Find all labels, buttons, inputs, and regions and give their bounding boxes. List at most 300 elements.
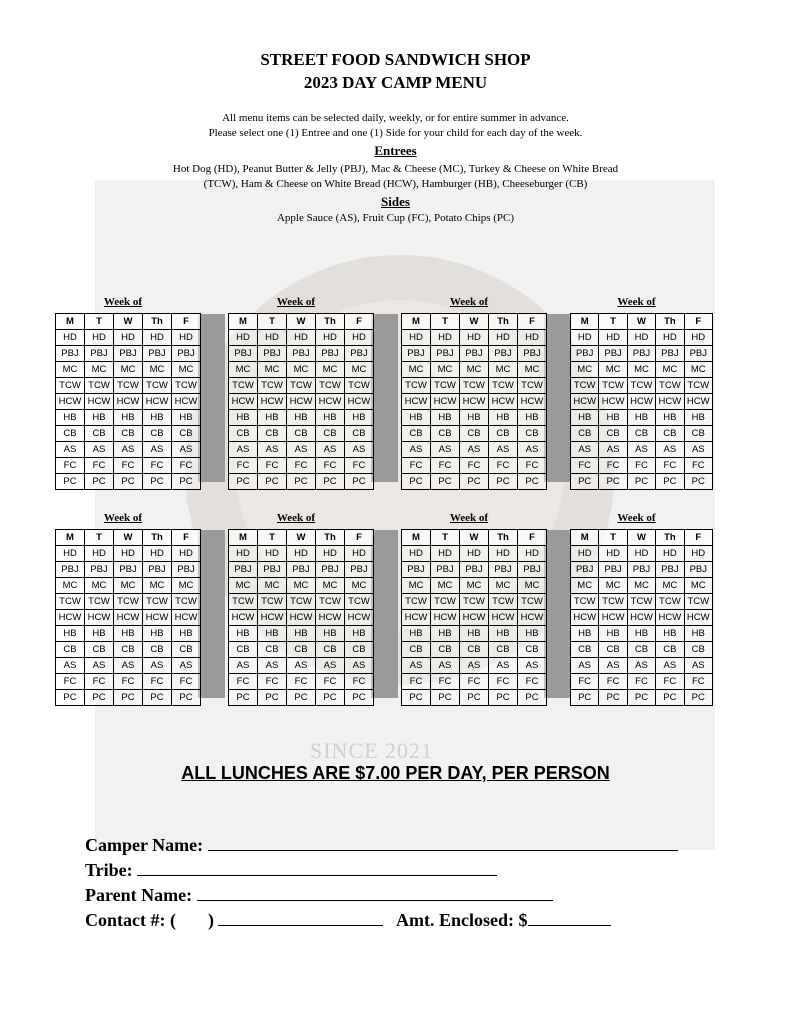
menu-choice-cell[interactable]: PC <box>431 474 460 490</box>
menu-choice-cell[interactable]: HB <box>345 410 374 426</box>
menu-choice-cell[interactable]: HCW <box>229 394 258 410</box>
menu-choice-cell[interactable]: CB <box>143 426 172 442</box>
menu-choice-cell[interactable]: TCW <box>258 594 287 610</box>
menu-choice-cell[interactable]: CB <box>599 426 627 442</box>
menu-choice-cell[interactable]: HCW <box>518 394 547 410</box>
menu-choice-cell[interactable]: AS <box>85 658 114 674</box>
menu-choice-cell[interactable]: HD <box>56 546 85 562</box>
menu-choice-cell[interactable]: MC <box>684 578 712 594</box>
menu-choice-cell[interactable]: HCW <box>627 610 655 626</box>
menu-choice-cell[interactable]: TCW <box>656 594 684 610</box>
menu-choice-cell[interactable]: CB <box>571 642 599 658</box>
menu-choice-cell[interactable]: HD <box>627 330 655 346</box>
menu-choice-cell[interactable]: HCW <box>114 610 143 626</box>
menu-choice-cell[interactable]: PBJ <box>56 346 85 362</box>
menu-choice-cell[interactable]: CB <box>402 642 431 658</box>
menu-choice-cell[interactable]: PC <box>85 690 114 706</box>
menu-choice-cell[interactable]: TCW <box>114 378 143 394</box>
menu-choice-cell[interactable]: CB <box>627 642 655 658</box>
menu-choice-cell[interactable]: TCW <box>460 378 489 394</box>
menu-choice-cell[interactable]: MC <box>402 362 431 378</box>
menu-choice-cell[interactable]: PBJ <box>316 562 345 578</box>
menu-choice-cell[interactable]: HB <box>684 626 712 642</box>
menu-choice-cell[interactable]: HCW <box>460 610 489 626</box>
menu-choice-cell[interactable]: CB <box>431 642 460 658</box>
menu-choice-cell[interactable]: FC <box>571 458 599 474</box>
menu-choice-cell[interactable]: HD <box>460 546 489 562</box>
menu-choice-cell[interactable]: AS <box>316 442 345 458</box>
menu-choice-cell[interactable]: TCW <box>627 378 655 394</box>
menu-choice-cell[interactable]: FC <box>431 674 460 690</box>
menu-choice-cell[interactable]: PBJ <box>460 346 489 362</box>
menu-choice-cell[interactable]: HB <box>85 410 114 426</box>
menu-choice-cell[interactable]: PBJ <box>431 562 460 578</box>
menu-choice-cell[interactable]: HD <box>656 330 684 346</box>
menu-choice-cell[interactable]: CB <box>172 642 201 658</box>
menu-choice-cell[interactable]: CB <box>684 426 712 442</box>
menu-choice-cell[interactable]: HB <box>143 410 172 426</box>
menu-choice-cell[interactable]: HCW <box>489 394 518 410</box>
menu-choice-cell[interactable]: FC <box>599 674 627 690</box>
menu-choice-cell[interactable]: MC <box>656 362 684 378</box>
menu-choice-cell[interactable]: PC <box>656 474 684 490</box>
menu-choice-cell[interactable]: HD <box>287 546 316 562</box>
menu-choice-cell[interactable]: HD <box>143 330 172 346</box>
menu-choice-cell[interactable]: AS <box>627 658 655 674</box>
menu-choice-cell[interactable]: HD <box>316 546 345 562</box>
menu-choice-cell[interactable]: CB <box>316 642 345 658</box>
menu-choice-cell[interactable]: PBJ <box>316 346 345 362</box>
menu-choice-cell[interactable]: HD <box>571 546 599 562</box>
menu-choice-cell[interactable]: MC <box>571 578 599 594</box>
menu-choice-cell[interactable]: HD <box>460 330 489 346</box>
menu-choice-cell[interactable]: MC <box>172 578 201 594</box>
menu-choice-cell[interactable]: PBJ <box>345 562 374 578</box>
menu-choice-cell[interactable]: MC <box>599 578 627 594</box>
menu-choice-cell[interactable]: HD <box>229 546 258 562</box>
menu-choice-cell[interactable]: AS <box>402 442 431 458</box>
menu-choice-cell[interactable]: TCW <box>489 378 518 394</box>
menu-choice-cell[interactable]: TCW <box>229 378 258 394</box>
menu-choice-cell[interactable]: PBJ <box>287 562 316 578</box>
menu-choice-cell[interactable]: FC <box>489 458 518 474</box>
menu-choice-cell[interactable]: HCW <box>571 610 599 626</box>
menu-choice-cell[interactable]: CB <box>287 426 316 442</box>
menu-choice-cell[interactable]: MC <box>489 362 518 378</box>
menu-choice-cell[interactable]: MC <box>56 362 85 378</box>
menu-choice-cell[interactable]: PC <box>114 474 143 490</box>
menu-choice-cell[interactable]: HD <box>402 330 431 346</box>
menu-choice-cell[interactable]: PC <box>599 690 627 706</box>
menu-choice-cell[interactable]: AS <box>56 442 85 458</box>
menu-choice-cell[interactable]: MC <box>402 578 431 594</box>
menu-choice-cell[interactable]: FC <box>229 458 258 474</box>
menu-choice-cell[interactable]: MC <box>627 362 655 378</box>
menu-choice-cell[interactable]: CB <box>656 642 684 658</box>
menu-choice-cell[interactable]: PC <box>316 474 345 490</box>
menu-choice-cell[interactable]: HB <box>229 410 258 426</box>
menu-choice-cell[interactable]: FC <box>114 674 143 690</box>
menu-choice-cell[interactable]: CB <box>258 426 287 442</box>
menu-choice-cell[interactable]: MC <box>431 362 460 378</box>
menu-choice-cell[interactable]: AS <box>316 658 345 674</box>
menu-choice-cell[interactable]: HCW <box>287 610 316 626</box>
menu-choice-cell[interactable]: FC <box>627 674 655 690</box>
menu-choice-cell[interactable]: HD <box>229 330 258 346</box>
menu-choice-cell[interactable]: PC <box>85 474 114 490</box>
menu-choice-cell[interactable]: PC <box>143 690 172 706</box>
menu-choice-cell[interactable]: MC <box>518 362 547 378</box>
menu-choice-cell[interactable]: PBJ <box>229 562 258 578</box>
menu-choice-cell[interactable]: CB <box>56 642 85 658</box>
menu-choice-cell[interactable]: HCW <box>571 394 599 410</box>
menu-choice-cell[interactable]: PC <box>656 690 684 706</box>
menu-choice-cell[interactable]: FC <box>599 458 627 474</box>
menu-choice-cell[interactable]: FC <box>316 458 345 474</box>
menu-choice-cell[interactable]: PBJ <box>114 562 143 578</box>
menu-choice-cell[interactable]: HB <box>316 626 345 642</box>
menu-choice-cell[interactable]: TCW <box>143 378 172 394</box>
menu-choice-cell[interactable]: HCW <box>627 394 655 410</box>
menu-choice-cell[interactable]: AS <box>287 658 316 674</box>
menu-choice-cell[interactable]: AS <box>114 658 143 674</box>
menu-choice-cell[interactable]: FC <box>627 458 655 474</box>
menu-choice-cell[interactable]: FC <box>172 458 201 474</box>
menu-choice-cell[interactable]: PC <box>345 474 374 490</box>
menu-choice-cell[interactable]: HB <box>56 410 85 426</box>
menu-choice-cell[interactable]: HCW <box>143 610 172 626</box>
menu-choice-cell[interactable]: AS <box>656 442 684 458</box>
menu-choice-cell[interactable]: PC <box>489 474 518 490</box>
menu-choice-cell[interactable]: FC <box>402 674 431 690</box>
menu-choice-cell[interactable]: PC <box>684 690 712 706</box>
menu-choice-cell[interactable]: CB <box>431 426 460 442</box>
menu-choice-cell[interactable]: FC <box>56 458 85 474</box>
menu-choice-cell[interactable]: MC <box>460 362 489 378</box>
menu-choice-cell[interactable]: PC <box>599 474 627 490</box>
menu-choice-cell[interactable]: PBJ <box>402 346 431 362</box>
menu-choice-cell[interactable]: HCW <box>229 610 258 626</box>
menu-choice-cell[interactable]: HB <box>172 626 201 642</box>
menu-choice-cell[interactable]: HCW <box>684 394 712 410</box>
menu-choice-cell[interactable]: TCW <box>518 594 547 610</box>
menu-choice-cell[interactable]: CB <box>599 642 627 658</box>
menu-choice-cell[interactable]: CB <box>85 426 114 442</box>
menu-choice-cell[interactable]: FC <box>143 674 172 690</box>
menu-choice-cell[interactable]: PC <box>56 690 85 706</box>
menu-choice-cell[interactable]: PC <box>229 690 258 706</box>
menu-choice-cell[interactable]: HB <box>627 626 655 642</box>
menu-choice-cell[interactable]: PBJ <box>287 346 316 362</box>
menu-choice-cell[interactable]: PC <box>402 690 431 706</box>
menu-choice-cell[interactable]: MC <box>258 362 287 378</box>
menu-choice-cell[interactable]: HCW <box>656 610 684 626</box>
menu-choice-cell[interactable]: AS <box>114 442 143 458</box>
menu-choice-cell[interactable]: CB <box>56 426 85 442</box>
menu-choice-cell[interactable]: MC <box>518 578 547 594</box>
menu-choice-cell[interactable]: PC <box>489 690 518 706</box>
menu-choice-cell[interactable]: MC <box>114 578 143 594</box>
menu-choice-cell[interactable]: HD <box>656 546 684 562</box>
menu-choice-cell[interactable]: CB <box>258 642 287 658</box>
menu-choice-cell[interactable]: HD <box>114 546 143 562</box>
menu-choice-cell[interactable]: PC <box>258 474 287 490</box>
menu-choice-cell[interactable]: TCW <box>656 378 684 394</box>
menu-choice-cell[interactable]: HD <box>627 546 655 562</box>
menu-choice-cell[interactable]: CB <box>571 426 599 442</box>
menu-choice-cell[interactable]: HCW <box>402 610 431 626</box>
menu-choice-cell[interactable]: HD <box>258 330 287 346</box>
menu-choice-cell[interactable]: CB <box>287 642 316 658</box>
menu-choice-cell[interactable]: MC <box>258 578 287 594</box>
menu-choice-cell[interactable]: HB <box>114 626 143 642</box>
menu-choice-cell[interactable]: PC <box>571 474 599 490</box>
menu-choice-cell[interactable]: MC <box>460 578 489 594</box>
menu-choice-cell[interactable]: PBJ <box>258 562 287 578</box>
menu-choice-cell[interactable]: HD <box>85 330 114 346</box>
menu-choice-cell[interactable]: MC <box>172 362 201 378</box>
menu-choice-cell[interactable]: TCW <box>85 594 114 610</box>
menu-choice-cell[interactable]: HD <box>172 330 201 346</box>
menu-choice-cell[interactable]: PBJ <box>402 562 431 578</box>
menu-choice-cell[interactable]: TCW <box>85 378 114 394</box>
menu-choice-cell[interactable]: AS <box>599 442 627 458</box>
menu-choice-cell[interactable]: TCW <box>518 378 547 394</box>
menu-choice-cell[interactable]: AS <box>345 658 374 674</box>
menu-choice-cell[interactable]: HCW <box>489 610 518 626</box>
menu-choice-cell[interactable]: AS <box>85 442 114 458</box>
menu-choice-cell[interactable]: PC <box>56 474 85 490</box>
menu-choice-cell[interactable]: HD <box>684 546 712 562</box>
menu-choice-cell[interactable]: FC <box>258 674 287 690</box>
menu-choice-cell[interactable]: HD <box>345 330 374 346</box>
menu-choice-cell[interactable]: HD <box>489 330 518 346</box>
menu-choice-cell[interactable]: FC <box>460 674 489 690</box>
menu-choice-cell[interactable]: FC <box>684 674 712 690</box>
menu-choice-cell[interactable]: FC <box>518 458 547 474</box>
menu-choice-cell[interactable]: MC <box>143 578 172 594</box>
menu-choice-cell[interactable]: PC <box>518 474 547 490</box>
menu-choice-cell[interactable]: PC <box>143 474 172 490</box>
menu-choice-cell[interactable]: HD <box>518 330 547 346</box>
menu-choice-cell[interactable]: HD <box>684 330 712 346</box>
menu-choice-cell[interactable]: PBJ <box>571 562 599 578</box>
menu-choice-cell[interactable]: FC <box>656 674 684 690</box>
menu-choice-cell[interactable]: CB <box>85 642 114 658</box>
menu-choice-cell[interactable]: HCW <box>345 394 374 410</box>
menu-choice-cell[interactable]: PBJ <box>114 346 143 362</box>
menu-choice-cell[interactable]: AS <box>345 442 374 458</box>
menu-choice-cell[interactable]: PBJ <box>345 346 374 362</box>
menu-choice-cell[interactable]: TCW <box>287 378 316 394</box>
menu-choice-cell[interactable]: HB <box>599 626 627 642</box>
menu-choice-cell[interactable]: PBJ <box>172 346 201 362</box>
menu-choice-cell[interactable]: HB <box>599 410 627 426</box>
menu-choice-cell[interactable]: PBJ <box>599 562 627 578</box>
menu-choice-cell[interactable]: HD <box>431 330 460 346</box>
menu-choice-cell[interactable]: AS <box>258 442 287 458</box>
menu-choice-cell[interactable]: HD <box>143 546 172 562</box>
menu-choice-cell[interactable]: HB <box>316 410 345 426</box>
menu-choice-cell[interactable]: PC <box>431 690 460 706</box>
menu-choice-cell[interactable]: HB <box>345 626 374 642</box>
menu-choice-cell[interactable]: PBJ <box>489 562 518 578</box>
menu-choice-cell[interactable]: FC <box>345 458 374 474</box>
menu-choice-cell[interactable]: AS <box>402 658 431 674</box>
menu-choice-cell[interactable]: HCW <box>258 610 287 626</box>
menu-choice-cell[interactable]: PC <box>114 690 143 706</box>
menu-choice-cell[interactable]: MC <box>56 578 85 594</box>
menu-choice-cell[interactable]: PBJ <box>431 346 460 362</box>
menu-choice-cell[interactable]: AS <box>460 658 489 674</box>
menu-choice-cell[interactable]: HB <box>258 410 287 426</box>
menu-choice-cell[interactable]: HD <box>518 546 547 562</box>
menu-choice-cell[interactable]: MC <box>114 362 143 378</box>
menu-choice-cell[interactable]: MC <box>85 362 114 378</box>
menu-choice-cell[interactable]: PBJ <box>656 346 684 362</box>
menu-choice-cell[interactable]: PC <box>316 690 345 706</box>
menu-choice-cell[interactable]: HCW <box>56 394 85 410</box>
menu-choice-cell[interactable]: AS <box>571 442 599 458</box>
menu-choice-cell[interactable]: CB <box>460 642 489 658</box>
menu-choice-cell[interactable]: FC <box>229 674 258 690</box>
menu-choice-cell[interactable]: HCW <box>316 394 345 410</box>
menu-choice-cell[interactable]: HD <box>56 330 85 346</box>
menu-choice-cell[interactable]: CB <box>656 426 684 442</box>
menu-choice-cell[interactable]: HCW <box>431 394 460 410</box>
tribe-field[interactable] <box>137 857 497 876</box>
menu-choice-cell[interactable]: HB <box>287 410 316 426</box>
menu-choice-cell[interactable]: HB <box>402 410 431 426</box>
menu-choice-cell[interactable]: HCW <box>316 610 345 626</box>
menu-choice-cell[interactable]: TCW <box>571 594 599 610</box>
menu-choice-cell[interactable]: AS <box>431 658 460 674</box>
menu-choice-cell[interactable]: MC <box>316 578 345 594</box>
menu-choice-cell[interactable]: MC <box>571 362 599 378</box>
menu-choice-cell[interactable]: HCW <box>172 394 201 410</box>
menu-choice-cell[interactable]: CB <box>684 642 712 658</box>
menu-choice-cell[interactable]: HB <box>402 626 431 642</box>
menu-choice-cell[interactable]: PC <box>172 474 201 490</box>
menu-choice-cell[interactable]: HB <box>143 626 172 642</box>
menu-choice-cell[interactable]: MC <box>627 578 655 594</box>
menu-choice-cell[interactable]: AS <box>518 442 547 458</box>
menu-choice-cell[interactable]: AS <box>627 442 655 458</box>
menu-choice-cell[interactable]: HD <box>172 546 201 562</box>
menu-choice-cell[interactable]: FC <box>571 674 599 690</box>
menu-choice-cell[interactable]: FC <box>489 674 518 690</box>
menu-choice-cell[interactable]: MC <box>85 578 114 594</box>
menu-choice-cell[interactable]: PC <box>258 690 287 706</box>
menu-choice-cell[interactable]: HD <box>571 330 599 346</box>
menu-choice-cell[interactable]: HD <box>599 546 627 562</box>
menu-choice-cell[interactable]: TCW <box>684 594 712 610</box>
menu-choice-cell[interactable]: HB <box>85 626 114 642</box>
menu-choice-cell[interactable]: TCW <box>345 378 374 394</box>
menu-choice-cell[interactable]: TCW <box>599 594 627 610</box>
menu-choice-cell[interactable]: CB <box>172 426 201 442</box>
menu-choice-cell[interactable]: HB <box>518 410 547 426</box>
menu-choice-cell[interactable]: CB <box>229 642 258 658</box>
menu-choice-cell[interactable]: FC <box>431 458 460 474</box>
menu-choice-cell[interactable]: PBJ <box>684 346 712 362</box>
menu-choice-cell[interactable]: AS <box>172 442 201 458</box>
menu-choice-cell[interactable]: PC <box>287 690 316 706</box>
menu-choice-cell[interactable]: HB <box>287 626 316 642</box>
menu-choice-cell[interactable]: PBJ <box>599 346 627 362</box>
menu-choice-cell[interactable]: PC <box>627 690 655 706</box>
menu-choice-cell[interactable]: TCW <box>571 378 599 394</box>
menu-choice-cell[interactable]: AS <box>684 658 712 674</box>
menu-choice-cell[interactable]: HB <box>460 410 489 426</box>
menu-choice-cell[interactable]: CB <box>627 426 655 442</box>
menu-choice-cell[interactable]: AS <box>431 442 460 458</box>
menu-choice-cell[interactable]: HB <box>627 410 655 426</box>
menu-choice-cell[interactable]: PBJ <box>627 562 655 578</box>
menu-choice-cell[interactable]: TCW <box>56 594 85 610</box>
menu-choice-cell[interactable]: FC <box>85 674 114 690</box>
menu-choice-cell[interactable]: HB <box>172 410 201 426</box>
menu-choice-cell[interactable]: TCW <box>316 378 345 394</box>
menu-choice-cell[interactable]: MC <box>143 362 172 378</box>
menu-choice-cell[interactable]: FC <box>85 458 114 474</box>
menu-choice-cell[interactable]: PBJ <box>627 346 655 362</box>
menu-choice-cell[interactable]: MC <box>684 362 712 378</box>
menu-choice-cell[interactable]: HCW <box>599 610 627 626</box>
menu-choice-cell[interactable]: CB <box>489 426 518 442</box>
menu-choice-cell[interactable]: PBJ <box>489 346 518 362</box>
menu-choice-cell[interactable]: PBJ <box>684 562 712 578</box>
menu-choice-cell[interactable]: HB <box>571 410 599 426</box>
menu-choice-cell[interactable]: TCW <box>431 594 460 610</box>
menu-choice-cell[interactable]: HB <box>489 410 518 426</box>
menu-choice-cell[interactable]: TCW <box>114 594 143 610</box>
menu-choice-cell[interactable]: MC <box>345 578 374 594</box>
menu-choice-cell[interactable]: PC <box>229 474 258 490</box>
menu-choice-cell[interactable]: AS <box>143 442 172 458</box>
menu-choice-cell[interactable]: AS <box>518 658 547 674</box>
menu-choice-cell[interactable]: PBJ <box>656 562 684 578</box>
menu-choice-cell[interactable]: PC <box>402 474 431 490</box>
menu-choice-cell[interactable]: HD <box>316 330 345 346</box>
menu-choice-cell[interactable]: FC <box>460 458 489 474</box>
menu-choice-cell[interactable]: TCW <box>684 378 712 394</box>
menu-choice-cell[interactable]: CB <box>114 426 143 442</box>
menu-choice-cell[interactable]: FC <box>316 674 345 690</box>
menu-choice-cell[interactable]: HCW <box>143 394 172 410</box>
menu-choice-cell[interactable]: HD <box>489 546 518 562</box>
menu-choice-cell[interactable]: FC <box>258 458 287 474</box>
menu-choice-cell[interactable]: MC <box>287 362 316 378</box>
menu-choice-cell[interactable]: HCW <box>85 610 114 626</box>
menu-choice-cell[interactable]: HB <box>684 410 712 426</box>
menu-choice-cell[interactable]: HCW <box>85 394 114 410</box>
menu-choice-cell[interactable]: FC <box>287 674 316 690</box>
menu-choice-cell[interactable]: MC <box>287 578 316 594</box>
menu-choice-cell[interactable]: AS <box>143 658 172 674</box>
menu-choice-cell[interactable]: TCW <box>627 594 655 610</box>
contact-number-field[interactable] <box>218 907 383 926</box>
menu-choice-cell[interactable]: PBJ <box>172 562 201 578</box>
menu-choice-cell[interactable]: TCW <box>316 594 345 610</box>
menu-choice-cell[interactable]: AS <box>287 442 316 458</box>
menu-choice-cell[interactable]: FC <box>114 458 143 474</box>
menu-choice-cell[interactable]: TCW <box>172 594 201 610</box>
menu-choice-cell[interactable]: TCW <box>143 594 172 610</box>
menu-choice-cell[interactable]: HB <box>518 626 547 642</box>
menu-choice-cell[interactable]: MC <box>229 578 258 594</box>
menu-choice-cell[interactable]: HB <box>114 410 143 426</box>
